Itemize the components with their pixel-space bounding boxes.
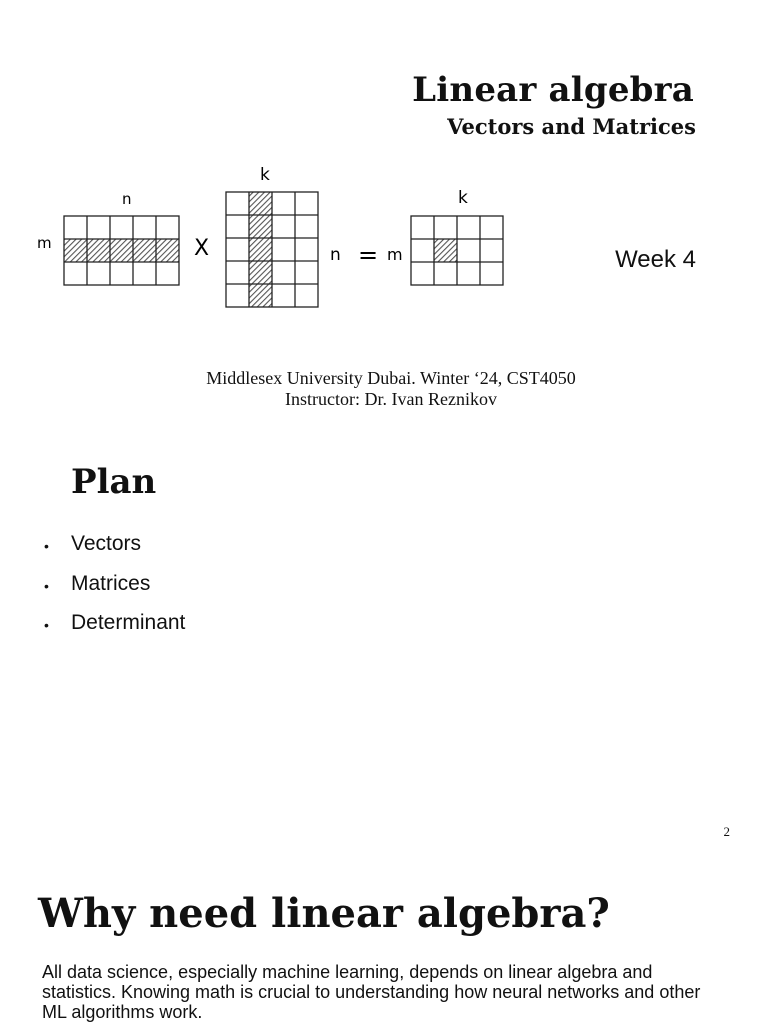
label-k-top: k bbox=[260, 165, 270, 185]
slide-title: Linear algebra bbox=[412, 70, 694, 110]
label-k-result: k bbox=[458, 188, 468, 208]
list-item-label: Determinant bbox=[71, 611, 186, 634]
label-m-left: m bbox=[37, 234, 52, 252]
list-item-label: Matrices bbox=[71, 571, 151, 595]
why-title: Why need linear algebra? bbox=[38, 890, 610, 937]
list-item bbox=[44, 572, 185, 612]
bullet: • bbox=[44, 617, 49, 633]
matrix-result bbox=[411, 216, 503, 285]
label-n-top: n bbox=[122, 190, 132, 208]
why-body: All data science, especially machine learning, depends on linear algebra and statistics. Knowing math is crucial to understanding how neural networks and other ML algorithms work. bbox=[42, 962, 701, 1022]
matrix-a bbox=[64, 216, 179, 285]
label-m-result: m bbox=[387, 245, 403, 264]
matrix-result-highlight-cell bbox=[434, 239, 457, 262]
list-item bbox=[44, 611, 185, 651]
times-sign: X bbox=[194, 236, 210, 261]
matrix-multiplication-diagram bbox=[30, 160, 520, 315]
matrix-a-highlight-row bbox=[64, 239, 179, 262]
week-label: Week 4 bbox=[615, 246, 696, 273]
list-item bbox=[44, 532, 185, 572]
equals-sign: = bbox=[358, 241, 379, 269]
bullet: • bbox=[44, 538, 49, 554]
credits-instructor: Instructor: Dr. Ivan Reznikov bbox=[285, 389, 497, 409]
plan-title: Plan bbox=[71, 462, 157, 502]
bullet: • bbox=[44, 577, 49, 594]
matrix-b-highlight-column bbox=[249, 192, 272, 307]
credits bbox=[0, 368, 768, 410]
label-n-right: n bbox=[330, 245, 341, 265]
list-item-label: Vectors bbox=[71, 532, 142, 555]
matrix-b bbox=[226, 192, 318, 307]
page-number: 2 bbox=[723, 824, 730, 839]
credits-university: Middlesex University Dubai. Winter ‘24, CST4050 bbox=[206, 368, 576, 388]
plan-list bbox=[44, 532, 185, 651]
slide-subtitle: Vectors and Matrices bbox=[447, 114, 696, 139]
